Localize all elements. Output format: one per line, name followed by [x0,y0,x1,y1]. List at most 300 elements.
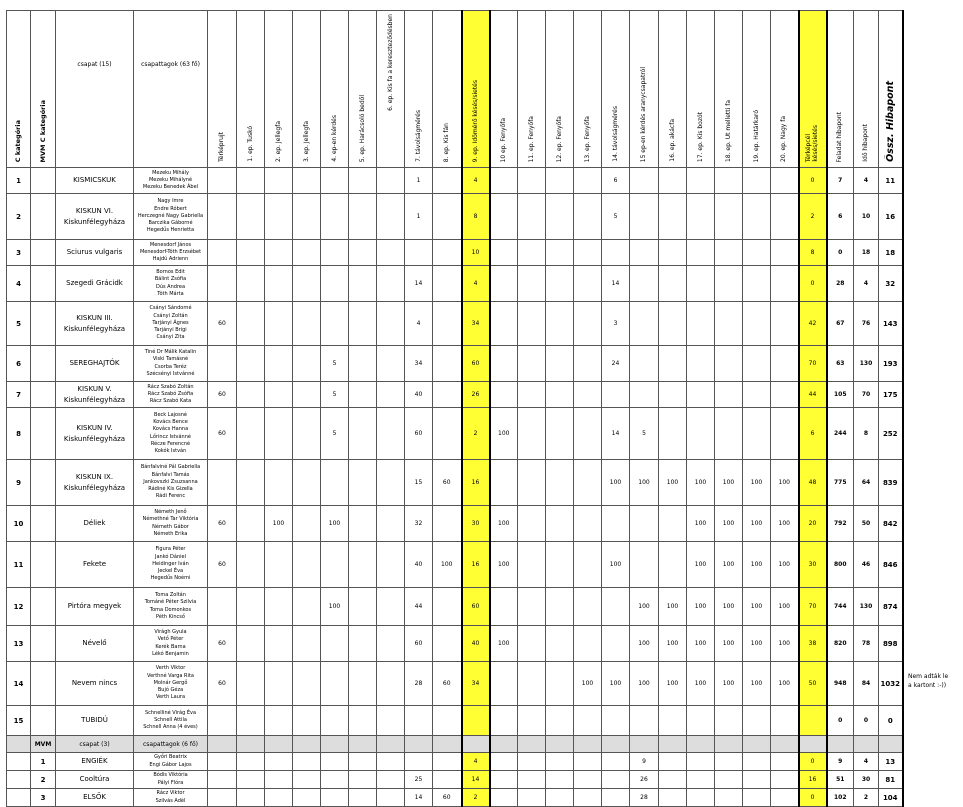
mvm-rank-cell [31,706,56,736]
score-cell-c7: 15 [405,460,433,506]
member-name: Menesdorf János [149,241,192,248]
score-cell-c4: 100 [321,588,349,626]
mvm-rank-cell [31,460,56,506]
members-cell [134,408,208,460]
score-cell-tr [208,194,237,240]
mvm-rank-cell [31,626,56,662]
member-name: Rádi Ferenc [155,493,186,500]
member-name: Schnell Attila [154,716,187,723]
member-name: Kovács Bence [153,419,188,425]
score-cell-c11 [518,346,546,382]
team-name-line: KISKUN VI. [75,206,114,215]
score-cell-c7: 40 [405,382,433,408]
score-cell-c17 [687,240,715,266]
score-cell-c13 [574,626,602,662]
score-cell-tr: 60 [208,662,237,706]
score-cell-c17 [687,771,715,789]
score-cell-c9: 4 [462,753,490,771]
member-name: Verth Laura [155,694,186,701]
member-name: Virágh Gyula [154,629,187,635]
member-name: Figura Péter [155,546,186,553]
score-cell-c7: 1 [405,194,433,240]
member-name: Rácz Szabó Zsófia [147,390,194,397]
score-cell-c20: 100 [771,626,799,662]
score-cell-c2 [265,460,293,506]
team-name-line: TUBIDÚ [81,716,108,725]
member-name: Németh Gábor [152,523,189,530]
score-cell-c10 [490,346,518,382]
rank-cell: 3 [7,240,31,266]
header-cp-16: 16. ep. akácfa [659,11,687,168]
score-cell-tr: 60 [208,542,237,588]
score-cell-c18: 100 [715,588,743,626]
score-cell-c19 [743,408,771,460]
score-cell-fe: 67 [827,302,854,346]
score-cell-tr [208,240,237,266]
member-name: Bujó Géza [157,687,184,694]
team-name-cell [56,382,134,408]
header-total-penalty: Össz. Hibapont [879,11,903,168]
score-cell-c15: 28 [630,789,659,807]
score-cell-fe: 9 [827,753,854,771]
score-cell-c20: 100 [771,506,799,542]
score-cell-c5 [349,588,377,626]
score-cell-c10: 100 [490,408,518,460]
score-cell-c3 [293,346,321,382]
score-cell-c16: 100 [659,588,687,626]
team-name-line: Déliek [83,519,106,528]
member-name: Bánfalvi Tamás [151,471,190,478]
score-cell-os: 18 [879,240,903,266]
member-name: Tiné Dr Málik Katalin [144,349,197,355]
score-cell-tc: 0 [799,168,827,194]
score-cell-c20 [771,706,799,736]
table-row [7,408,928,460]
header-cp-3: 3. ep. Jellegfa [293,11,321,168]
score-cell-tc: 0 [799,266,827,302]
score-cell-c17: 100 [687,460,715,506]
table-row [7,753,928,771]
members-cell [134,662,208,706]
member-name: Schnell Anna (4 éves) [143,724,198,731]
score-cell-os: 839 [879,460,903,506]
score-cell-c20 [771,302,799,346]
score-cell-c2 [265,346,293,382]
score-cell-tr: 60 [208,626,237,662]
score-cell-tr [208,753,237,771]
header-cp-15: 15 ep-en kérdés aranycsapatról [630,11,659,168]
score-cell-c3 [293,706,321,736]
score-cell-c9: 26 [462,382,490,408]
score-cell-c7 [405,706,433,736]
score-cell-c18 [715,753,743,771]
member-name: Bánfalviné Pál Gabriella [140,464,201,471]
member-name: Tománé Péter Szilvia [144,599,197,606]
score-cell-c14: 3 [602,302,630,346]
score-cell-c2 [265,662,293,706]
score-cell-c3 [293,789,321,807]
members-cell [134,626,208,662]
mvm-rank-cell: 2 [31,771,56,789]
member-name: Kokók István [154,448,187,454]
score-cell-c8: 60 [433,662,462,706]
rank-cell: 12 [7,588,31,626]
score-cell-c7: 25 [405,771,433,789]
rank-cell: 8 [7,408,31,460]
score-cell-fe: 244 [827,408,854,460]
score-cell-c10: 100 [490,542,518,588]
score-cell-os: 1032 [879,662,903,706]
score-cell-tc [799,706,827,736]
mvm-rank-cell [31,408,56,460]
score-cell-c19 [743,382,771,408]
score-cell-c2 [265,789,293,807]
score-cell-tc: 8 [799,240,827,266]
score-cell-tc: 48 [799,460,827,506]
score-cell-c1 [237,346,265,382]
score-cell-c3 [293,542,321,588]
score-cell-tc: 16 [799,771,827,789]
score-cell-id: 4 [854,266,879,302]
score-cell-c1 [237,506,265,542]
score-cell-c15: 100 [630,460,659,506]
team-name-line: ENGIÉK [81,757,108,766]
score-cell-c5 [349,706,377,736]
score-cell-c3 [293,382,321,408]
team-name-cell [56,302,134,346]
score-cell-c12 [546,346,574,382]
team-name-cell [56,771,134,789]
score-cell-c17: 100 [687,542,715,588]
score-cell-c17 [687,168,715,194]
score-cell-id: 130 [854,588,879,626]
score-cell-tc: 38 [799,626,827,662]
score-cell-c16 [659,194,687,240]
score-cell-os: 32 [879,266,903,302]
score-cell-c9: 16 [462,460,490,506]
members-cell [134,588,208,626]
score-cell-c6 [377,240,405,266]
score-cell-c13 [574,168,602,194]
table-row [7,168,928,194]
score-cell-tc: 0 [799,753,827,771]
score-cell-c10 [490,240,518,266]
member-name: Heidinger Iván [152,560,189,567]
score-cell-c11 [518,302,546,346]
score-cell-c5 [349,771,377,789]
score-cell-c8 [433,706,462,736]
score-cell-c20 [771,266,799,302]
table-row [7,506,928,542]
score-cell-c14: 100 [602,542,630,588]
member-name: Tarjányi Ágnes [152,319,189,326]
score-cell-c3 [293,506,321,542]
table-row [7,626,928,662]
score-cell-c11 [518,168,546,194]
team-name-line: KISKUN III. [76,313,113,322]
score-cell-c14: 24 [602,346,630,382]
note-line-1: Nem adták le [908,673,949,680]
score-cell-c3 [293,408,321,460]
score-cell-c2 [265,771,293,789]
score-cell-c19 [743,706,771,736]
score-cell-c18 [715,771,743,789]
rank-cell: 9 [7,460,31,506]
score-cell-c9: 16 [462,542,490,588]
member-name: Jankovszki Zsuzsanna [143,478,198,485]
score-cell-c14 [602,240,630,266]
score-cell-c4: 5 [321,382,349,408]
mvm-section-team: csapat (3) [56,736,134,753]
score-cell-c14: 6 [602,168,630,194]
member-name: Szécsényi Istvánné [146,370,195,377]
member-name: Csányi Sándorné [149,305,192,312]
score-cell-c11 [518,460,546,506]
score-cell-c14 [602,789,630,807]
score-cell-c16 [659,168,687,194]
c-category-body [7,168,928,736]
team-name-cell [56,266,134,302]
team-name-line: Kiskunfélegyháza [63,324,126,333]
score-cell-c19: 100 [743,460,771,506]
score-cell-c8 [433,626,462,662]
score-cell-c8 [433,382,462,408]
score-cell-c8 [433,408,462,460]
member-name: Bálint Zsófia [154,276,187,283]
members-cell [134,789,208,807]
member-name: Nagy Imre [157,198,184,205]
score-cell-c2 [265,266,293,302]
score-cell-c15 [630,382,659,408]
member-name: Némethné Tar Viktória [142,516,199,523]
team-name-line: Kiskunfélegyháza [63,395,126,404]
score-cell-c18 [715,266,743,302]
score-cell-tr [208,168,237,194]
score-cell-c9: 4 [462,168,490,194]
member-name: Lékó Benjamin [152,650,189,657]
score-cell-c18 [715,382,743,408]
score-cell-c14 [602,706,630,736]
score-cell-c3 [293,266,321,302]
score-cell-tc: 42 [799,302,827,346]
member-name: Kerék Barna [155,643,186,650]
mvm-section-blank [7,736,31,753]
member-name: Lőrincz Istvánné [150,433,191,440]
header-mvm-c-category: MVM C kategória [31,11,56,168]
team-name-cell [56,240,134,266]
score-cell-c13 [574,789,602,807]
score-cell-c7: 44 [405,588,433,626]
score-cell-c20 [771,382,799,408]
score-cell-c9: 2 [462,789,490,807]
score-cell-os: 252 [879,408,903,460]
members-cell [134,302,208,346]
score-cell-os: 898 [879,626,903,662]
score-cell-c2 [265,240,293,266]
score-cell-c16: 100 [659,662,687,706]
score-cell-tr [208,460,237,506]
score-cell-os: 193 [879,346,903,382]
score-cell-c1 [237,588,265,626]
score-cell-c10 [490,302,518,346]
score-cell-c4 [321,194,349,240]
score-cell-c3 [293,194,321,240]
team-name-line: KISKUN IX. [75,472,114,481]
score-cell-c16 [659,771,687,789]
score-cell-c19: 100 [743,506,771,542]
score-cell-c13 [574,266,602,302]
score-cell-c17 [687,266,715,302]
score-cell-c9: 10 [462,240,490,266]
member-name: Herczegné Nagy Gabriella [137,212,204,219]
team-name-cell [56,408,134,460]
score-cell-c14 [602,382,630,408]
mvm-rank-cell: 3 [31,789,56,807]
score-cell-tr: 60 [208,302,237,346]
member-name: Molnár Gergő [153,679,188,686]
table-row [7,588,928,626]
score-cell-c19: 100 [743,662,771,706]
member-name: Beck Lajosné [154,411,187,418]
score-cell-c2 [265,408,293,460]
member-name: Jankó Dániel [154,553,186,560]
score-cell-c5 [349,460,377,506]
score-cell-c10 [490,771,518,789]
score-cell-c8 [433,302,462,346]
member-name: Rácz Szabó Kata [149,398,192,405]
score-cell-c10: 100 [490,506,518,542]
score-cell-c6 [377,408,405,460]
score-cell-c9: 30 [462,506,490,542]
score-cell-c1 [237,194,265,240]
members-cell [134,771,208,789]
member-name: Vető Péter [157,636,184,643]
score-cell-c9: 2 [462,408,490,460]
score-cell-id: 50 [854,506,879,542]
score-cell-c1 [237,753,265,771]
score-cell-c15: 5 [630,408,659,460]
member-name: Récze Ferencné [150,440,191,447]
member-name: Győri Beatrix [154,754,187,761]
score-cell-c15 [630,194,659,240]
team-name-line: KISKUN IV. [76,423,113,432]
team-name-cell [56,542,134,588]
member-name: Toma Zoltán [155,592,186,598]
score-cell-c12 [546,626,574,662]
score-cell-c17: 100 [687,588,715,626]
score-cell-c2 [265,626,293,662]
rank-cell: 5 [7,302,31,346]
score-cell-c18 [715,240,743,266]
score-cell-c10 [490,789,518,807]
score-cell-c9 [462,706,490,736]
score-cell-c4 [321,542,349,588]
score-cell-c11 [518,542,546,588]
score-cell-c4 [321,302,349,346]
score-cell-c19 [743,302,771,346]
table-row [7,789,928,807]
score-cell-c15 [630,240,659,266]
score-cell-c8 [433,588,462,626]
score-cell-fe: 820 [827,626,854,662]
score-cell-c18 [715,706,743,736]
score-cell-c6 [377,588,405,626]
score-cell-os: 842 [879,506,903,542]
score-cell-c3 [293,588,321,626]
score-cell-c17 [687,382,715,408]
score-cell-c7 [405,240,433,266]
score-cell-c18 [715,789,743,807]
score-cell-c20 [771,240,799,266]
score-cell-c16 [659,346,687,382]
score-cell-c20: 100 [771,662,799,706]
rank-cell: 10 [7,506,31,542]
score-cell-c15: 9 [630,753,659,771]
member-name: Hajdú Adrienn [152,256,189,263]
score-cell-id: 64 [854,460,879,506]
score-cell-c10: 100 [490,626,518,662]
member-name: Csányi Zita [156,334,185,341]
rank-cell: 15 [7,706,31,736]
rank-cell: 14 [7,662,31,706]
mvm-rank-cell [31,168,56,194]
score-cell-c8: 100 [433,542,462,588]
score-cell-tc: 0 [799,789,827,807]
score-cell-c17: 100 [687,506,715,542]
score-cell-c12 [546,460,574,506]
score-cell-c15 [630,542,659,588]
rank-cell: 4 [7,266,31,302]
score-cell-c14 [602,626,630,662]
score-cell-c2 [265,302,293,346]
members-cell [134,382,208,408]
score-cell-c17 [687,194,715,240]
score-cell-c17 [687,753,715,771]
score-cell-os: 846 [879,542,903,588]
score-cell-c15: 26 [630,771,659,789]
header-team: csapat (15) [56,11,134,168]
team-name-cell [56,706,134,736]
score-cell-c7: 60 [405,626,433,662]
score-cell-c12 [546,506,574,542]
member-name: Tóth Márta [157,290,184,297]
score-cell-c18 [715,346,743,382]
score-cell-c13 [574,382,602,408]
member-name: Szilvás Adél [155,797,186,804]
table-row [7,194,928,240]
score-cell-c13 [574,408,602,460]
score-cell-c10 [490,588,518,626]
score-cell-c12 [546,588,574,626]
rank-cell: 13 [7,626,31,662]
mvm-rank-cell [31,542,56,588]
score-cell-c5 [349,266,377,302]
score-cell-c7: 4 [405,302,433,346]
score-cell-c4 [321,753,349,771]
score-cell-c10 [490,382,518,408]
score-cell-c20 [771,753,799,771]
score-cell-fe: 63 [827,346,854,382]
member-name: Csorba Teréz [154,363,187,370]
members-cell [134,194,208,240]
score-cell-id: 70 [854,382,879,408]
score-cell-c11 [518,382,546,408]
member-name: Menesdorf-Tóth Erzsébet [139,248,202,255]
score-cell-c8 [433,168,462,194]
score-cell-c12 [546,771,574,789]
score-cell-fe: 102 [827,789,854,807]
score-cell-c15 [630,346,659,382]
